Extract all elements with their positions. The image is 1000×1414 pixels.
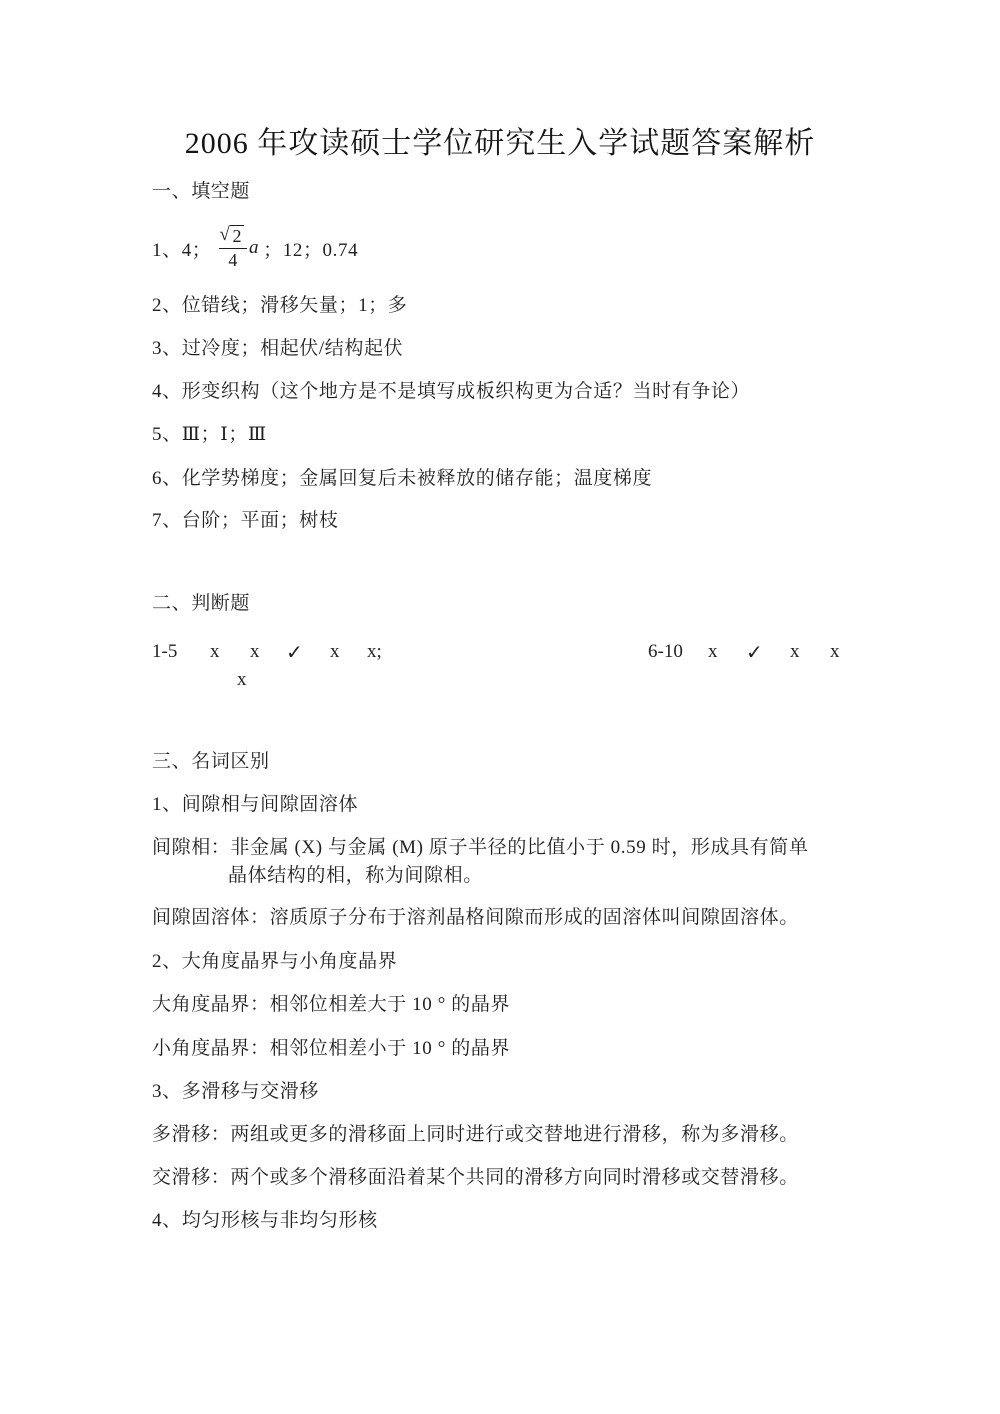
fill-in-item-4: 4、形变织构（这个地方是不是填写成板织构更为合适？当时有争论） — [152, 381, 751, 402]
judgment-check-mark: ✓ — [286, 642, 303, 664]
term-item-3-title: 3、多滑移与交滑移 — [152, 1081, 319, 1102]
judgment-mark: x — [330, 641, 340, 662]
judgment-mark: x; — [367, 641, 382, 662]
judgment-mark: x — [210, 641, 220, 662]
formula-prefix: 1、4； — [152, 239, 212, 261]
fill-in-item-2: 2、位错线；滑移矢量；1；多 — [152, 295, 408, 316]
judgment-range-label-left: 1-5 — [152, 641, 178, 662]
judgment-check-mark: ✓ — [746, 642, 763, 664]
formula-suffix: ；12；0.74 — [263, 239, 359, 261]
sqrt-radicand: 2 — [232, 226, 243, 247]
judgment-mark: x — [830, 641, 840, 662]
fill-in-item-3: 3、过冷度；相起伏/结构起伏 — [152, 338, 404, 359]
fill-in-item-7: 7、台阶；平面；树枝 — [152, 510, 339, 531]
section-heading-fill-in: 一、填空题 — [152, 181, 251, 202]
section-heading-judgment: 二、判断题 — [152, 593, 251, 614]
section-heading-terms: 三、名词区别 — [152, 751, 270, 772]
judgment-mark: x — [790, 641, 800, 662]
page-title: 2006 年攻读硕士学位研究生入学试题答案解析 — [184, 127, 816, 160]
term-def-1a-line1: 间隙相：非金属 (X) 与金属 (M) 原子半径的比值小于 0.59 时，形成具有简单 — [152, 837, 809, 858]
term-item-1-title: 1、间隙相与间隙固溶体 — [152, 794, 359, 815]
fill-in-item-5: 5、Ⅲ；Ⅰ；Ⅲ — [152, 424, 267, 445]
sqrt-radical-sign: √ — [219, 224, 231, 246]
term-def-1a-line2: 晶体结构的相，称为间隙相。 — [228, 865, 483, 886]
term-def-2a: 大角度晶界：相邻位相差大于 10 ° 的晶界 — [152, 994, 511, 1015]
term-def-3b: 交滑移：两个或多个滑移面沿着某个共同的滑移方向同时滑移或交替滑移。 — [152, 1167, 799, 1188]
judgment-mark-second-row: x — [237, 669, 247, 690]
term-def-1b: 间隙固溶体：溶质原子分布于溶剂晶格间隙而形成的固溶体叫间隙固溶体。 — [152, 907, 799, 928]
judgment-range-label-right: 6-10 — [648, 641, 683, 662]
judgment-mark: x — [708, 641, 718, 662]
term-def-2b: 小角度晶界：相邻位相差小于 10 ° 的晶界 — [152, 1038, 511, 1059]
fraction-numerator — [219, 225, 247, 248]
fill-in-item-1 — [152, 218, 358, 278]
term-def-3a: 多滑移：两组或更多的滑移面上同时进行或交替地进行滑移，称为多滑移。 — [152, 1124, 799, 1145]
fraction-denominator: 4 — [219, 248, 247, 271]
term-item-4-title: 4、均匀形核与非均匀形核 — [152, 1210, 378, 1231]
term-item-2-title: 2、大角度晶界与小角度晶界 — [152, 951, 398, 972]
judgment-mark: x — [250, 641, 260, 662]
fraction — [219, 225, 247, 271]
fill-in-item-6: 6、化学势梯度；金属回复后未被释放的储存能；温度梯度 — [152, 468, 653, 489]
formula-variable: a — [249, 237, 260, 258]
